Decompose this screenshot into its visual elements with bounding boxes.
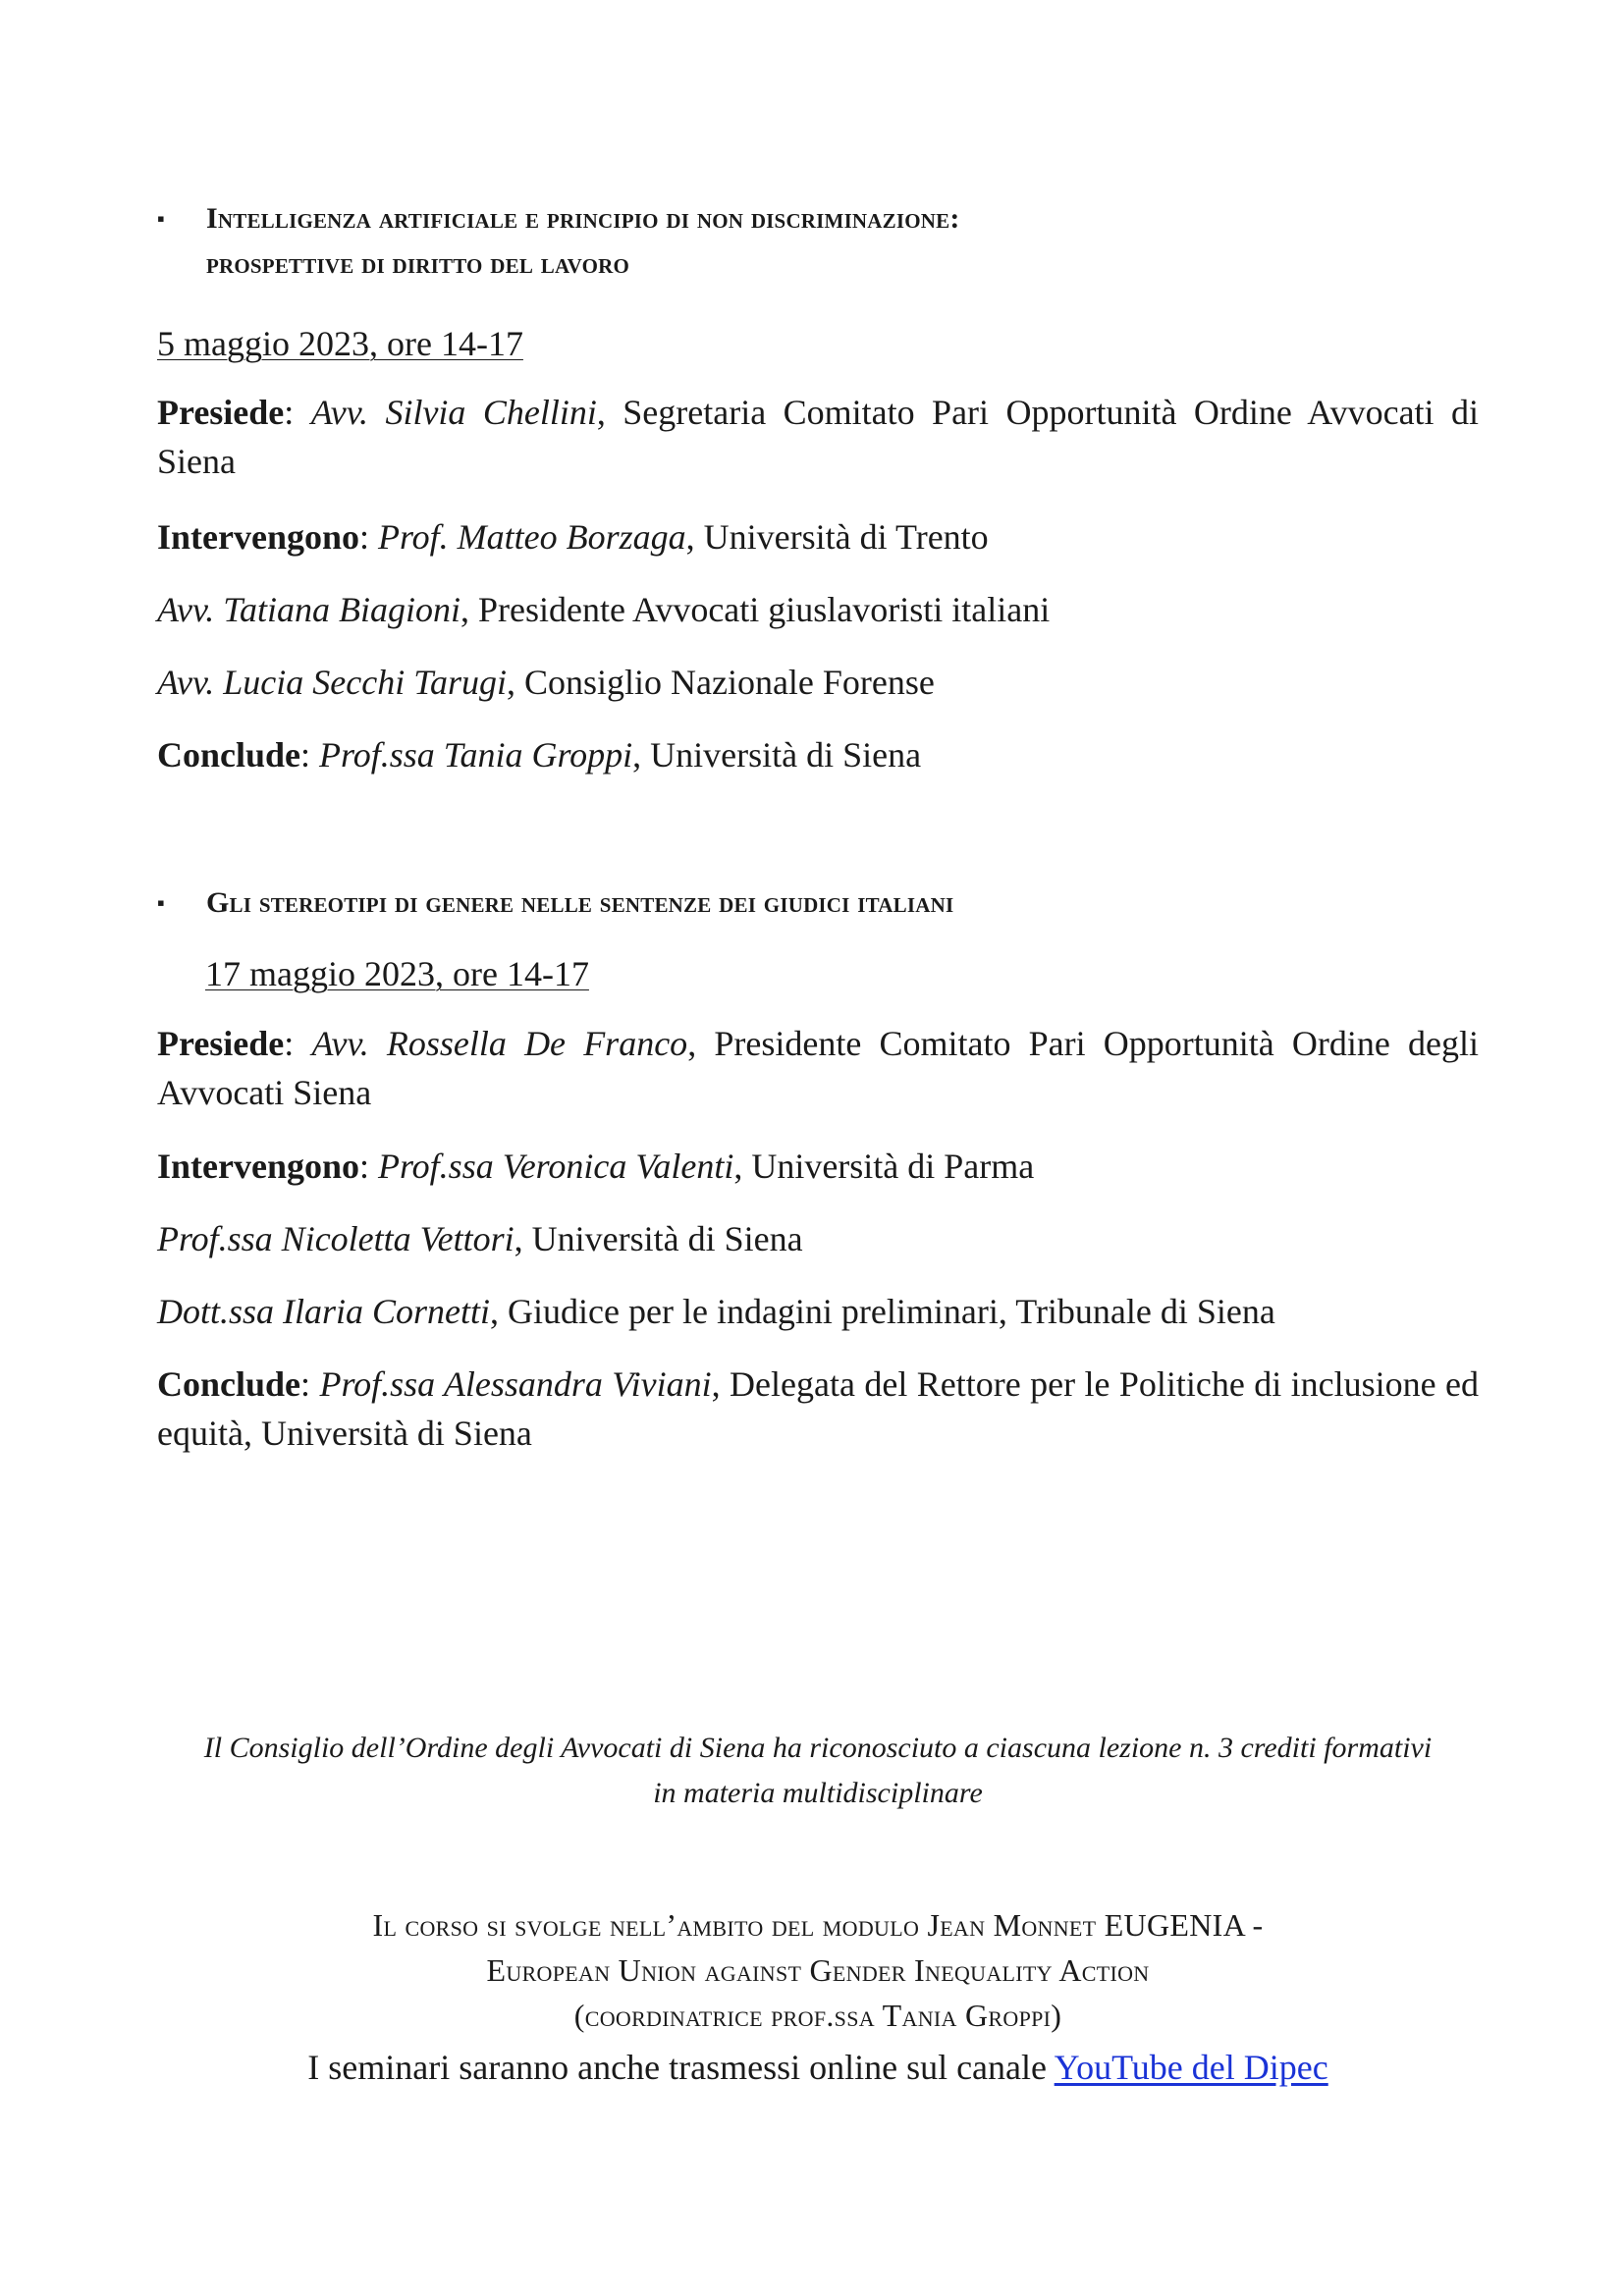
course-info [157, 1902, 1479, 2038]
presiede-label: Presiede [157, 1024, 285, 1063]
speaker-role: , Università di Parma [733, 1147, 1035, 1186]
session1-speaker2 [157, 585, 1479, 634]
colon: : [300, 735, 320, 774]
speaker-role: , Consiglio Nazionale Forense [506, 663, 935, 702]
session2-intervengono [157, 1142, 1479, 1191]
session1-presiede [157, 388, 1479, 486]
session2-title [157, 881, 1479, 926]
session1-title-line2: prospettive di diritto del lavoro [206, 247, 630, 280]
credits-note-line2: in materia multidisciplinare [653, 1777, 983, 1809]
presiede-name: Avv. Silvia Chellini [310, 393, 597, 432]
credits-note-line1: Il Consiglio dell’Ordine degli Avvocati di Siena ha riconosciuto a ciascuna lezione n. 3 crediti formativi [203, 1732, 1433, 1764]
speaker-role: , Giudice per le indagini preliminari, Tribunale di Siena [490, 1292, 1275, 1331]
colon: : [359, 1147, 379, 1186]
online-notice [157, 2045, 1479, 2090]
intervengono-label: Intervengono [157, 517, 359, 557]
bullet-icon: ▪ [157, 890, 165, 915]
speaker-name: Dott.ssa Ilaria Cornetti [157, 1292, 491, 1331]
youtube-link[interactable]: YouTube del Dipec [1054, 2048, 1328, 2087]
bullet-icon: ▪ [157, 206, 165, 231]
speaker-role: , Presidente Avvocati giuslavoristi italiani [460, 590, 1051, 629]
session1-intervengono [157, 512, 1479, 561]
presiede-label: Presiede [157, 393, 285, 432]
session2-title-line1: Gli stereotipi di genere nelle sentenze dei giudici italiani [206, 886, 954, 919]
session1-date: 5 maggio 2023, ore 14-17 [157, 324, 523, 363]
presiede-role: , Presidente Comitato Pari Opportunità Ordine degli Avvocati Siena [157, 1024, 1479, 1112]
session1-conclude [157, 730, 1479, 779]
speaker-role: , Università di Trento [685, 517, 989, 557]
speaker-name: Prof.ssa Nicoletta Vettori [157, 1219, 514, 1258]
speaker-name: Prof.ssa Veronica Valenti [378, 1147, 734, 1186]
conclude-name: Prof.ssa Alessandra Viviani [319, 1364, 712, 1404]
colon: : [300, 1364, 320, 1404]
course-line3: (coordinatrice prof.ssa Tania Groppi) [573, 1998, 1062, 2033]
conclude-role: , Delegata del Rettore per le Politiche di inclusione ed equità, Università di Siena [157, 1364, 1479, 1453]
conclude-role: , Università di Siena [632, 735, 922, 774]
session2-date: 17 maggio 2023, ore 14-17 [205, 954, 589, 993]
intervengono-label: Intervengono [157, 1147, 359, 1186]
colon: : [359, 517, 379, 557]
presiede-name: Avv. Rossella De Franco [311, 1024, 688, 1063]
session2-speaker2 [157, 1214, 1479, 1263]
colon: : [284, 393, 311, 432]
session1-title-line1: Intelligenza artificiale e principio di non discriminazione: [206, 202, 960, 235]
session2-speaker3 [157, 1287, 1479, 1336]
conclude-label: Conclude [157, 1364, 301, 1404]
conclude-label: Conclude [157, 735, 301, 774]
credits-note [157, 1726, 1479, 1816]
session1-title [157, 196, 1479, 287]
speaker-name: Avv. Tatiana Biagioni [157, 590, 461, 629]
speaker-name: Prof. Matteo Borzaga [378, 517, 686, 557]
colon: : [284, 1024, 312, 1063]
speaker-role: , Università di Siena [514, 1219, 803, 1258]
conclude-name: Prof.ssa Tania Groppi [319, 735, 633, 774]
session1-speaker3 [157, 658, 1479, 707]
course-line2: European Union against Gender Inequality Action [486, 1952, 1150, 1988]
session2-presiede [157, 1019, 1479, 1117]
speaker-name: Avv. Lucia Secchi Tarugi [157, 663, 507, 702]
session2-conclude [157, 1360, 1479, 1458]
online-text: I seminari saranno anche trasmessi online sul canale [307, 2048, 1055, 2087]
presiede-role: , Segretaria Comitato Pari Opportunità Ordine Avvocati di Siena [157, 393, 1479, 481]
course-line1: Il corso si svolge nell’ambito del modulo Jean Monnet EUGENIA - [372, 1907, 1264, 1943]
